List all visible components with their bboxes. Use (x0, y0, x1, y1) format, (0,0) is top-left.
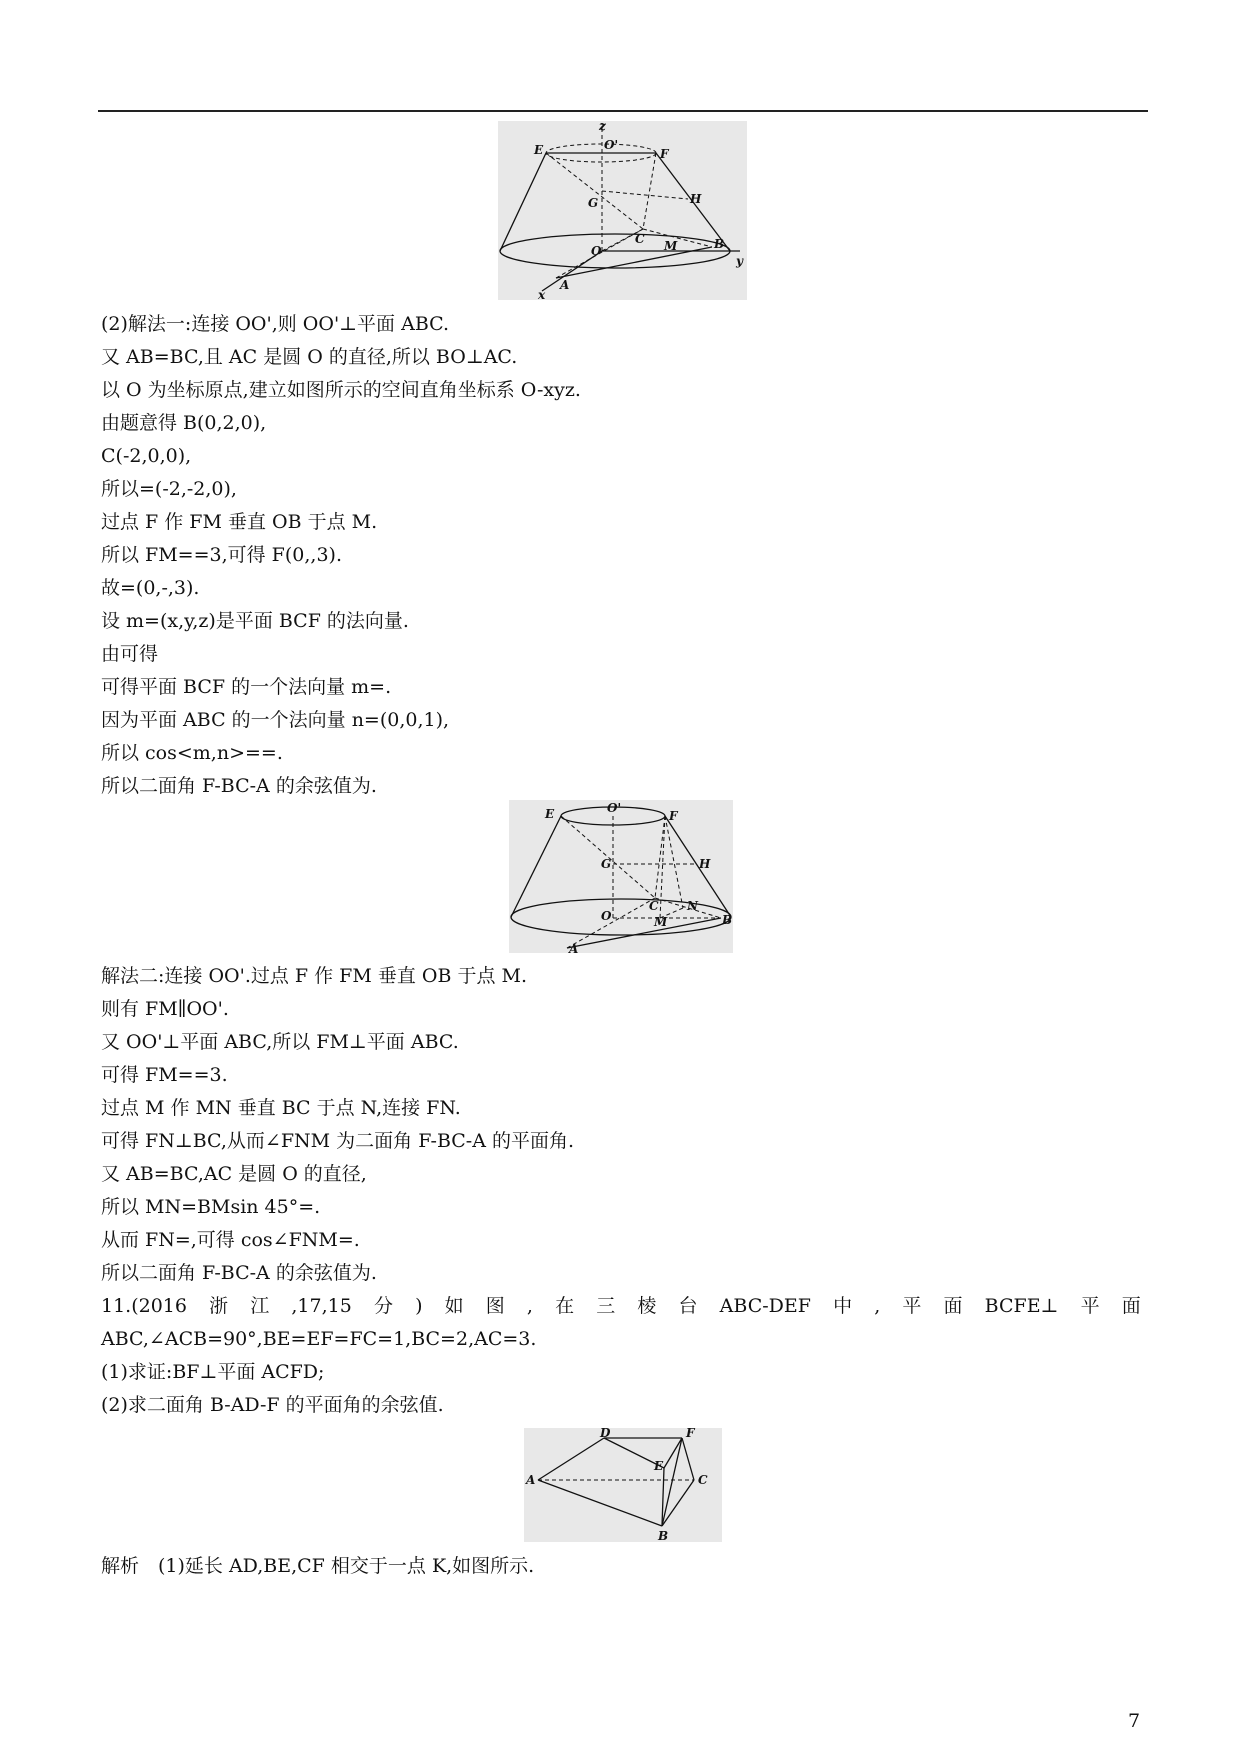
dash-A-C (567, 898, 655, 948)
figure-frustum-dihedral-svg (509, 800, 733, 953)
token: ABC-DEF (719, 1295, 811, 1317)
text-line: 解析 (1)延长 AD,BE,CF 相交于一点 K,如图所示. (101, 1555, 535, 1577)
text-line: 所以二面角 F-BC-A 的余弦值为. (101, 1262, 377, 1284)
label-c: C (635, 232, 645, 246)
label-f: F (669, 809, 678, 823)
label-b: B (658, 1529, 669, 1542)
label-b: B (722, 913, 733, 927)
token: 分 (373, 1295, 393, 1317)
label-g: G (601, 857, 612, 871)
header-rule (98, 110, 1148, 112)
edge-A-B (538, 1480, 662, 1526)
label-b: B (714, 237, 725, 251)
edge-E-F (664, 1438, 682, 1468)
token: 在 (555, 1295, 575, 1317)
token: , (526, 1295, 533, 1317)
figure-frustum-axes-svg (498, 121, 747, 300)
text-line: 所以=(-2,-2,0), (101, 478, 237, 500)
problem-11-line1 (101, 1290, 1141, 1323)
token: 江 (250, 1295, 270, 1317)
dash-E-C (546, 153, 643, 229)
text-line: 所以 cos<m,n>==. (101, 742, 283, 764)
edge-F-C (682, 1438, 694, 1480)
text-line: 所以 FM==3,可得 F(0,,3). (101, 544, 342, 566)
label-o-prime: O' (604, 138, 619, 152)
text-line: C(-2,0,0), (101, 445, 192, 467)
token: , (874, 1295, 881, 1317)
token: 三 (596, 1295, 616, 1317)
token: 棱 (637, 1295, 657, 1317)
text-line: 所以二面角 F-BC-A 的余弦值为. (101, 775, 377, 797)
left-slant (511, 816, 561, 917)
label-x: x (538, 288, 546, 300)
label-c: C (698, 1473, 708, 1487)
label-c: C (649, 899, 659, 913)
token: 台 (678, 1295, 698, 1317)
label-e: E (545, 807, 555, 821)
label-f: F (660, 147, 669, 161)
label-n: N (687, 899, 698, 913)
label-y: y (736, 254, 743, 268)
dash-G-H (602, 191, 688, 199)
bottom-ellipse (511, 899, 731, 935)
figure-frustum-prism-svg (524, 1428, 722, 1542)
token: 如 (444, 1295, 464, 1317)
edge-A-D (538, 1438, 604, 1480)
token: 平 (1080, 1295, 1100, 1317)
dash-F-C (655, 816, 665, 898)
text-line: 又 AB=BC,AC 是圆 O 的直径, (101, 1163, 367, 1185)
label-d: D (600, 1428, 611, 1440)
left-slant (500, 153, 546, 251)
figure-frustum-prism (524, 1428, 722, 1542)
token: ,17,15 (291, 1295, 352, 1317)
text-line: 则有 FM∥OO'. (101, 998, 229, 1020)
text-line: 又 OO'⊥平面 ABC,所以 FM⊥平面 ABC. (101, 1031, 459, 1053)
label-h: H (699, 857, 711, 871)
token: 面 (943, 1295, 963, 1317)
label-h: H (690, 192, 702, 206)
token: 面 (1121, 1295, 1141, 1317)
solution-method-one (101, 308, 1141, 803)
figure-frustum-axes (498, 121, 747, 300)
label-o: O (601, 909, 612, 923)
token: 中 (833, 1295, 853, 1317)
dash-C-B (643, 229, 712, 247)
text-line: 可得 FN⊥BC,从而∠FNM 为二面角 F-BC-A 的平面角. (101, 1130, 575, 1152)
figure-frustum-dihedral (509, 800, 733, 953)
text-line: 以 O 为坐标原点,建立如图所示的空间直角坐标系 O-xyz. (101, 379, 581, 401)
text-line: 解法二:连接 OO'.过点 F 作 FM 垂直 OB 于点 M. (101, 965, 527, 987)
solution-method-two (101, 960, 1141, 1290)
label-m: M (664, 239, 678, 253)
edge-F-B (662, 1438, 682, 1526)
problem-11-line2: ABC,∠ACB=90°,BE=EF=FC=1,BC=2,AC=3. (101, 1328, 537, 1350)
text-line: (2)解法一:连接 OO',则 OO'⊥平面 ABC. (101, 313, 450, 335)
label-a: A (569, 942, 579, 953)
label-e: E (654, 1459, 664, 1473)
text-line: 故=(0,-,3). (101, 577, 200, 599)
text-line: 所以 MN=BMsin 45°=. (101, 1196, 321, 1218)
edge-A-B (567, 918, 721, 948)
token: 11.(2016 (101, 1295, 187, 1317)
text-line: 设 m=(x,y,z)是平面 BCF 的法向量. (101, 610, 409, 632)
text-line: 从而 FN=,可得 cos∠FNM=. (101, 1229, 360, 1251)
solution-analysis (101, 1550, 1141, 1583)
problem-11-question-1: (1)求证:BF⊥平面 ACFD; (101, 1361, 325, 1383)
page-number: 7 (1128, 1710, 1141, 1732)
token: 平 (902, 1295, 922, 1317)
problem-11-question-2: (2)求二面角 B-AD-F 的平面角的余弦值. (101, 1394, 444, 1416)
text-line: 可得平面 BCF 的一个法向量 m=. (101, 676, 392, 698)
text-line: 因为平面 ABC 的一个法向量 n=(0,0,1), (101, 709, 450, 731)
dash-F-M (660, 816, 665, 918)
label-o-prime: O' (607, 801, 622, 815)
text-line: 过点 M 作 MN 垂直 BC 于点 N,连接 FN. (101, 1097, 461, 1119)
text-line: 可得 FM==3. (101, 1064, 228, 1086)
label-a: A (560, 278, 570, 292)
label-f: F (686, 1428, 695, 1440)
dash-F-C (643, 153, 656, 229)
text-line: 又 AB=BC,且 AC 是圆 O 的直径,所以 BO⊥AC. (101, 346, 518, 368)
text-line: 由题意得 B(0,2,0), (101, 412, 267, 434)
token: 图 (485, 1295, 505, 1317)
label-a: A (526, 1473, 536, 1487)
problem-11 (101, 1290, 1141, 1422)
text-line: 由可得 (101, 643, 159, 665)
label-z: z (599, 121, 606, 133)
label-e: E (534, 143, 544, 157)
text-line: 过点 F 作 FM 垂直 OB 于点 M. (101, 511, 378, 533)
label-m: M (654, 915, 668, 929)
token: ) (415, 1295, 423, 1317)
label-o: O (591, 244, 602, 258)
token: 浙 (209, 1295, 229, 1317)
token: BCFE⊥ (984, 1295, 1059, 1317)
label-g: G (588, 196, 599, 210)
